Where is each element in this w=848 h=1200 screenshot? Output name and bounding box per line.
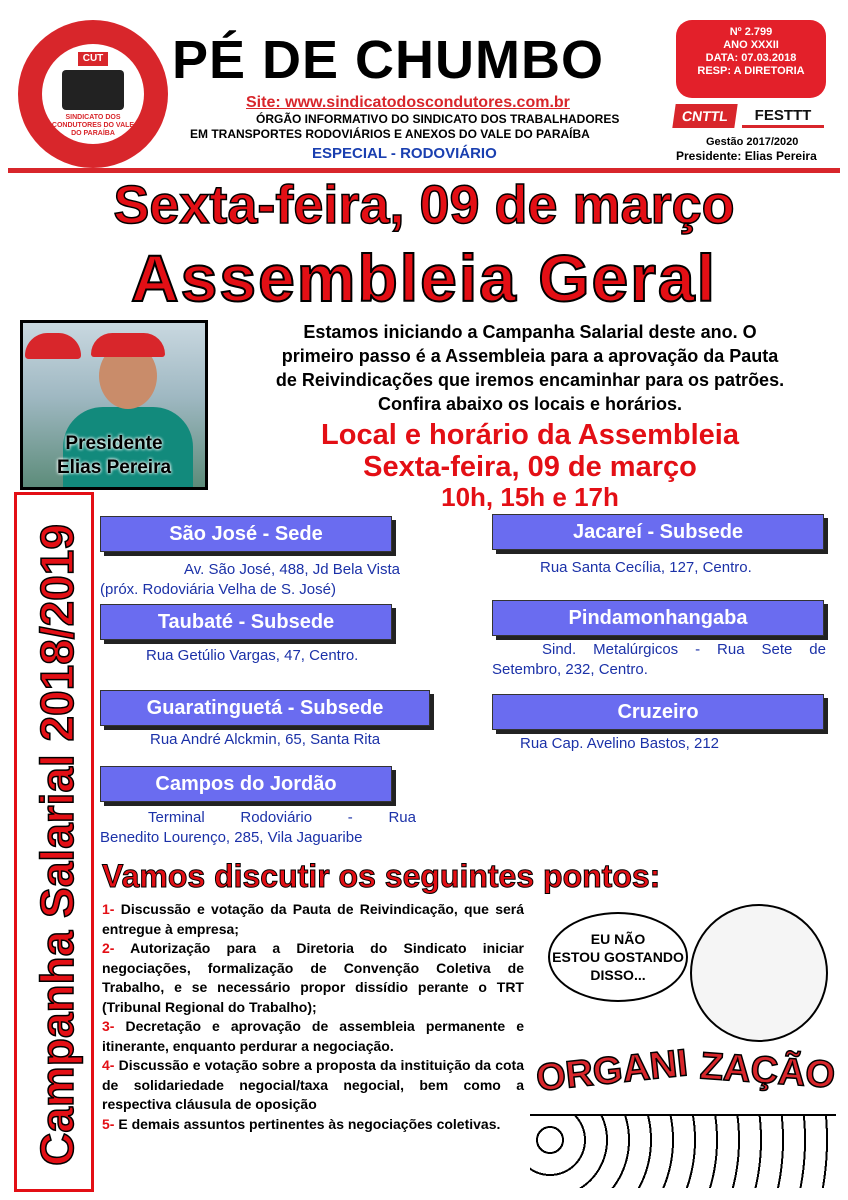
address-cruzeiro: Rua Cap. Avelino Bastos, 212 — [520, 735, 720, 752]
address-campos-do-jordao — [100, 808, 416, 848]
point-item — [102, 1056, 524, 1115]
crowd-illustration — [530, 1114, 836, 1188]
intro-text — [228, 320, 832, 416]
truck-icon — [62, 70, 124, 110]
banner-organi: ORGANI — [534, 1042, 690, 1100]
address-guaratingueta: Rua André Alckmin, 65, Santa Rita — [150, 731, 381, 748]
issue-date: DATA: 07.03.2018 — [705, 52, 797, 64]
logo-inner — [42, 44, 144, 144]
campaign-banner-text: Campanha Salarial 2018/2019 — [31, 524, 83, 1166]
cut-logo: CUT — [78, 52, 108, 66]
org-line-1: ÓRGÃO INFORMATIVO DO SINDICATO DOS TRABALHADORES — [256, 112, 620, 126]
point-item — [102, 1017, 524, 1056]
point-number: 1- — [102, 901, 115, 917]
address-line: (próx. Rodoviária Velha de S. José) — [100, 581, 336, 598]
address-jacarei: Rua Santa Cecília, 127, Centro. — [540, 559, 752, 576]
location-jacarei: Jacareí - Subsede — [492, 514, 824, 550]
location-taubate: Taubaté - Subsede — [100, 604, 392, 640]
address-line: Av. São José, 488, Jd Bela Vista — [184, 561, 400, 578]
point-item — [102, 900, 524, 939]
bubble-line: ESTOU GOSTANDO — [552, 949, 684, 965]
intro-line: Confira abaixo os locais e horários. — [377, 394, 683, 414]
location-pindamonhangaba: Pindamonhangaba — [492, 600, 824, 636]
campaign-banner — [14, 492, 94, 1192]
organization-cartoon — [530, 900, 836, 1190]
point-number: 2- — [102, 940, 115, 956]
point-text: Discussão e votação sobre a proposta da instituição da cota de solidariedade negocial/taxa negocial, bem como a respectiva cláusula de oposição — [102, 1057, 524, 1112]
point-number: 5- — [102, 1115, 115, 1132]
point-number: 3- — [102, 1018, 115, 1034]
union-logo — [18, 20, 168, 168]
headline-assembly: Assembleia Geral — [131, 241, 717, 315]
headline-date: Sexta-feira, 09 de março — [113, 175, 735, 235]
point-number: 4- — [102, 1057, 115, 1073]
edition-label: ESPECIAL - RODOVIÁRIO — [312, 145, 497, 162]
issue-resp: RESP: A DIRETORIA — [697, 65, 805, 77]
festtt-logo: FESTTT — [742, 104, 824, 128]
address-taubate: Rua Getúlio Vargas, 47, Centro. — [146, 647, 359, 664]
issue-number: Nº 2.799 — [729, 26, 773, 38]
point-text: E demais assuntos pertinentes às negociações coletivas. — [118, 1115, 501, 1132]
president-line: Presidente: Elias Pereira — [676, 149, 817, 163]
globe-illustration — [690, 904, 828, 1042]
cnttl-logo: CNTTL — [672, 104, 737, 128]
president-photo — [20, 320, 208, 490]
speech-bubble — [548, 912, 688, 1002]
red-hat-bg — [25, 333, 81, 359]
point-text: Autorização para a Diretoria do Sindicato iniciar negociações, formalização de Convenção Coletiva de Trabalho, e se necessário propor dissídio perante o TRT (Tribunal Regional do Trabalho); — [102, 940, 524, 1015]
photo-caption-title: Presidente — [65, 433, 163, 454]
address-line: Setembro, 232, Centro. — [492, 661, 648, 678]
location-sao-jose: São José - Sede — [100, 516, 392, 552]
local-title: Local e horário da Assembleia — [321, 419, 739, 451]
issue-year: ANO XXXII — [723, 39, 779, 51]
org-line-2: EM TRANSPORTES RODOVIÁRIOS E ANEXOS DO VALE DO PARAÍBA — [190, 127, 590, 141]
bubble-line: EU NÃO — [590, 931, 646, 947]
point-text: Decretação e aprovação de assembleia permanente e itinerante, enquanto perdurar a negociação. — [102, 1018, 524, 1054]
address-sao-jose — [100, 560, 400, 600]
discussion-points — [102, 900, 524, 1134]
header-divider — [8, 168, 840, 173]
local-date: Sexta-feira, 09 de março — [363, 451, 697, 483]
management-term: Gestão 2017/2020 — [706, 136, 799, 148]
masthead-title: PÉ DE CHUMBO — [172, 30, 605, 90]
bubble-line: DISSO... — [590, 967, 646, 983]
address-pindamonhangaba — [492, 640, 826, 680]
location-guaratingueta: Guaratinguetá - Subsede — [100, 690, 430, 726]
point-item — [102, 1115, 524, 1135]
intro-line: primeiro passo é a Assembleia para a aprovação da Pauta — [281, 346, 779, 366]
photo-caption-name: Elias Pereira — [56, 457, 172, 478]
banner-zacao: ZAÇÃO — [698, 1045, 837, 1097]
address-line: Benedito Lourenço, 285, Vila Jaguaribe — [100, 829, 363, 846]
point-item — [102, 939, 524, 1017]
point-text: Discussão e votação da Pauta de Reivindicação, que será entregue à empresa; — [102, 901, 525, 937]
logo-inner-text: SINDICATO DOS CONDUTORES DO VALE DO PARAÍBA — [51, 114, 135, 137]
photo-hat — [91, 333, 165, 357]
intro-line: de Reivindicações que iremos encaminhar para os patrões. — [275, 370, 785, 390]
site-link[interactable]: Site: www.sindicatodoscondutores.com.br — [246, 94, 570, 111]
address-line: Sind. Metalúrgicos - Rua Sete de — [542, 641, 826, 658]
assembly-hours: 10h, 15h e 17h — [441, 482, 619, 512]
location-cruzeiro: Cruzeiro — [492, 694, 824, 730]
issue-info-box — [676, 20, 826, 98]
intro-line: Estamos iniciando a Campanha Salarial deste ano. O — [303, 322, 757, 342]
location-campos-do-jordao: Campos do Jordão — [100, 766, 392, 802]
discussion-title: Vamos discutir os seguintes pontos: — [102, 858, 661, 894]
address-line: Terminal Rodoviário - Rua — [148, 809, 416, 826]
